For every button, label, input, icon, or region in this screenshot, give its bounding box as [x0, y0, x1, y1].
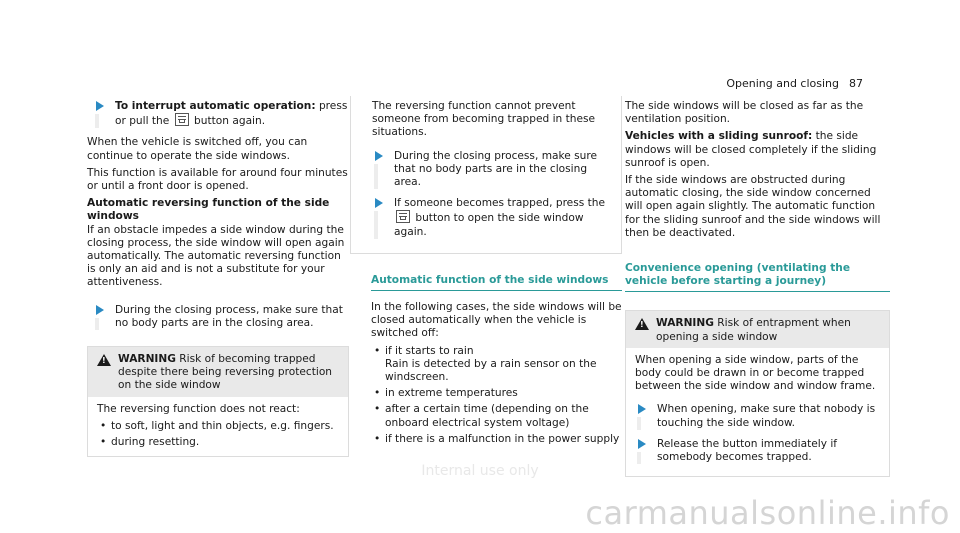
- warning-title: Risk of becoming trapped despite there being reversing protection on the side window: [118, 353, 333, 392]
- window-switch-icon: [175, 113, 189, 126]
- warning-box: [625, 310, 890, 477]
- paragraph: In the following cases, the side windows will be closed automatically when the vehicle is switched off:: [371, 301, 622, 340]
- arrow-right-icon: [638, 404, 646, 414]
- window-switch-icon: [396, 210, 410, 223]
- page-header: [726, 77, 863, 90]
- step-text: During the closing process, make sure that no body parts are in the closing area.: [394, 149, 598, 189]
- step-bar: [637, 417, 641, 429]
- list-item: • if there is a malfunction in the power supply: [371, 433, 622, 446]
- paragraph: When opening a side window, parts of the body could be drawn in or become trapped between the side window and window frame.: [635, 353, 876, 393]
- section-title: Opening and closing: [726, 77, 839, 90]
- page-number: 87: [849, 77, 863, 90]
- list-item: • if it starts to rain Rain is detected by a rain sensor on the windscreen.: [371, 345, 622, 385]
- paragraph: This function is available for around four minutes or until a front door is opened.: [87, 166, 348, 193]
- section-heading: Automatic function of the side windows: [371, 274, 622, 291]
- paragraph: The side windows will be closed as far as the ventilation position.: [625, 100, 864, 126]
- step-text: button to open the side window again.: [394, 212, 584, 238]
- site-watermark: carmanualsonline.info: [585, 494, 950, 532]
- arrow-right-icon: [96, 305, 104, 315]
- arrow-right-icon: [638, 439, 646, 449]
- step-text: During the closing process, make sure that no body parts are in the closing area.: [115, 303, 343, 329]
- step-text: If someone becomes trapped, press the: [394, 197, 605, 210]
- column-2: [350, 100, 622, 449]
- watermark: Internal use only: [421, 463, 539, 479]
- paragraph: The reversing function cannot prevent someone from becoming trapped in these situations.: [372, 100, 596, 139]
- step-text: Release the button immediately if somebody becomes trapped.: [657, 437, 838, 464]
- step-bar: [374, 211, 378, 239]
- column-1: [87, 100, 349, 457]
- section-automatic: [350, 274, 622, 446]
- arrow-right-icon: [96, 101, 104, 111]
- step-bold: To interrupt automatic operation:: [115, 100, 316, 112]
- step-text: press or pull the: [115, 100, 348, 128]
- warning-triangle-icon: [97, 354, 111, 366]
- warning-continuation: [350, 96, 622, 254]
- list-item: • during resetting.: [97, 436, 340, 449]
- paragraph: If an obstacle impedes a side window during the closing process, the side window will open again automatically. The automatic reversing function is only an aid and is not a substitute for your attentiveness.: [87, 223, 345, 289]
- paragraph: When the vehicle is switched off, you can continue to operate the side windows.: [87, 136, 308, 162]
- instruction-step: [372, 150, 611, 190]
- arrow-right-icon: [375, 198, 383, 208]
- warning-triangle-icon: [635, 318, 649, 330]
- subheading: Automatic reversing function of the side windows: [87, 197, 330, 223]
- paragraph: If the side windows are obstructed during automatic closing, the side window concerned will open again slightly. The automatic function for the sliding sunroof and the side windows will then be deactivated.: [625, 174, 881, 239]
- warning-box: [87, 346, 349, 457]
- instruction-step: [635, 438, 881, 464]
- instruction-step: [87, 304, 349, 330]
- paragraph: The reversing function does not react:: [97, 402, 300, 415]
- warning-label: WARNING: [118, 353, 176, 366]
- warning-body: [88, 397, 348, 457]
- step-text: When opening, make sure that nobody is touching the side window.: [657, 403, 876, 429]
- arrow-right-icon: [375, 151, 383, 161]
- instruction-step: [635, 403, 881, 429]
- warning-header: [88, 347, 348, 397]
- warning-header: [626, 311, 889, 347]
- warning-title: Risk of entrapment when opening a side window: [656, 317, 851, 343]
- list-item: • in extreme temperatures: [371, 387, 622, 400]
- instruction-step: [87, 100, 349, 128]
- section-heading: Convenience opening (ventilating the vehicle before starting a journey): [625, 262, 890, 292]
- step-text: button again.: [190, 115, 266, 128]
- step-bar: [374, 164, 378, 190]
- warning-body: [626, 348, 889, 476]
- instruction-step: [372, 197, 611, 239]
- list-item: • to soft, light and thin objects, e.g. fingers.: [97, 420, 340, 433]
- step-bar: [95, 114, 99, 128]
- column-3: [625, 100, 890, 477]
- list-item: • after a certain time (depending on the onboard electrical system voltage): [371, 403, 622, 429]
- step-bar: [95, 318, 99, 330]
- paragraph: Vehicles with a sliding sunroof: the side windows will be closed completely if the sliding sunroof is open.: [625, 130, 877, 169]
- warning-label: WARNING: [656, 317, 714, 330]
